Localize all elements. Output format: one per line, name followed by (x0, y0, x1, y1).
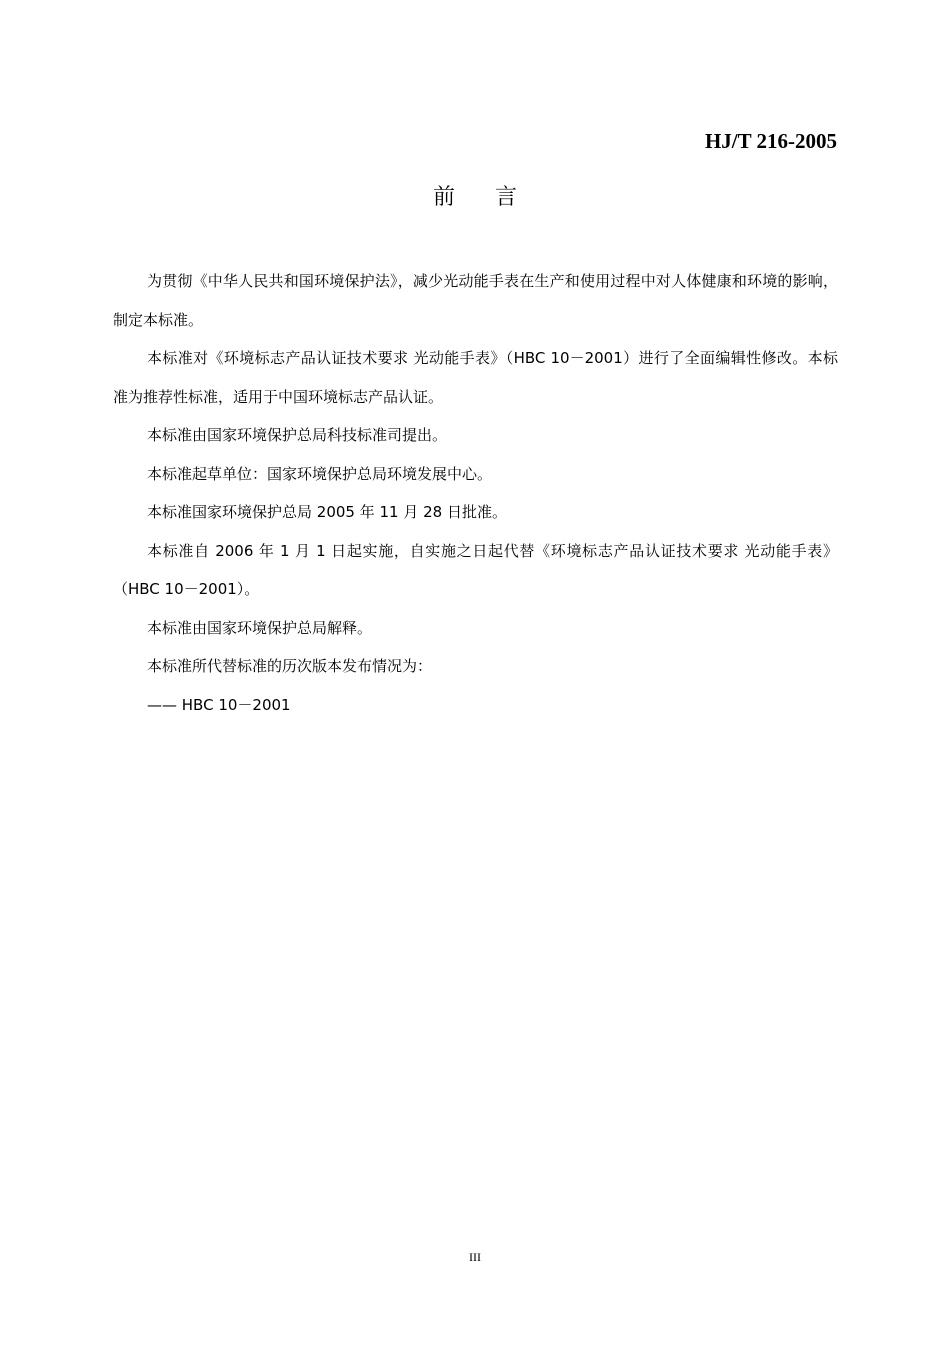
page-title-char-1: 前 (432, 185, 455, 210)
paragraph-history-item: —— HBC 10－2001 (147, 695, 291, 714)
paragraph-drafter: 本标准起草单位：国家环境保护总局环境发展中心。 (147, 464, 493, 483)
paragraph-interpretation: 本标准由国家环境保护总局解释。 (147, 618, 373, 637)
paragraph-history-intro: 本标准所代替标准的历次版本发布情况为： (147, 657, 433, 675)
paragraph-effective-date: 本标准自 2006 年 1 月 1 日起实施，自实施之日起代替《环境标志产品认证技术要求 光动能手表》（HBC 10－2001）。 (113, 541, 838, 598)
page-number: III (469, 1250, 481, 1264)
page-title-char-2: 言 (495, 185, 518, 210)
foreword-body (113, 262, 838, 724)
page-title (0, 184, 950, 212)
standard-number: HJ/T 216-2005 (704, 129, 837, 153)
paragraph-proposer: 本标准由国家环境保护总局科技标准司提出。 (147, 426, 448, 444)
paragraph-revision: 本标准对《环境标志产品认证技术要求 光动能手表》（HBC 10－2001）进行了全面编辑性修改。本标准为推荐性标准，适用于中国环境标志产品认证。 (113, 349, 838, 406)
paragraph-approval: 本标准国家环境保护总局 2005 年 11 月 28 日批准。 (147, 503, 507, 521)
paragraph-purpose: 为贯彻《中华人民共和国环境保护法》，减少光动能手表在生产和使用过程中对人体健康和环境的影响，制定本标准。 (113, 272, 838, 329)
